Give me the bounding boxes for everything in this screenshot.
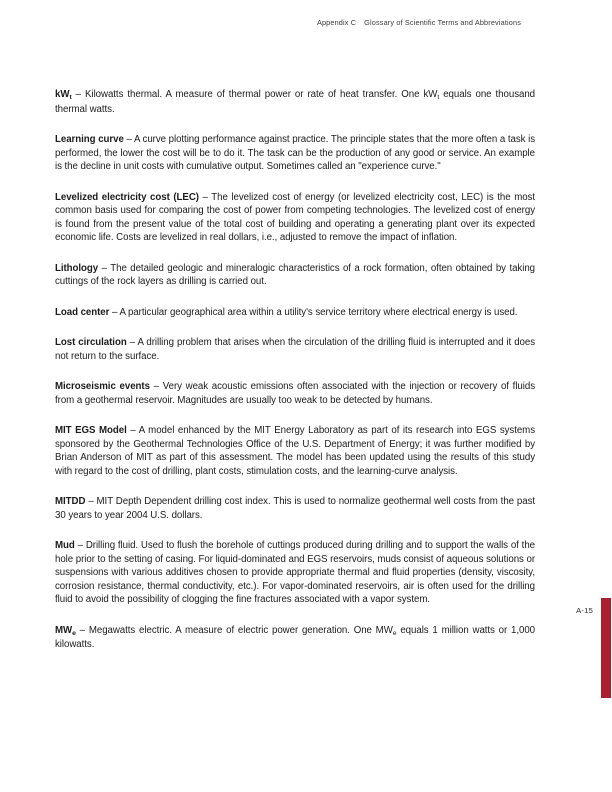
glossary-entry xyxy=(55,424,535,478)
entry-term: Learning curve xyxy=(55,134,124,145)
entry-term: MITDD xyxy=(55,496,86,507)
entry-text: – A model enhanced by the MIT Energy Laboratory as part of its research into EGS systems sponsored by the Geothermal Technologies Office of the U.S. Department of Energy; it was further modified by Brian Anderson of MIT as part of this assessment. The model has been updated using the results of this study with regard to the cost of drilling, plant costs, stimulation costs, and the learning-curve analysis. xyxy=(55,425,535,477)
page-header xyxy=(317,18,521,27)
entry-text: equals one thousand thermal watts. xyxy=(55,89,535,115)
entry-term: MW xyxy=(55,624,73,636)
glossary-entry xyxy=(55,88,535,116)
glossary-entry xyxy=(55,133,535,174)
header-title: Glossary of Scientific Terms and Abbreviations xyxy=(364,18,521,27)
entry-text: t xyxy=(437,94,440,101)
glossary-entry xyxy=(55,262,535,289)
entry-text: equals 1 million watts or 1,000 kilowatts. xyxy=(55,624,535,650)
entry-term: Lost circulation xyxy=(55,337,127,348)
entry-term: Load center xyxy=(55,306,110,318)
header-appendix-label: Appendix C xyxy=(316,18,357,27)
entry-term: MIT EGS Model xyxy=(55,425,127,436)
entry-text: – The detailed geologic and mineralogic characteristics of a rock formation, often obtained by taking cuttings of the rock layers as drilling is carried out. xyxy=(55,262,535,287)
glossary-entry xyxy=(55,495,535,522)
entry-text: – Drilling fluid. Used to flush the borehole of cuttings produced during drilling and to support the walls of the hole prior to the setting of casing. For liquid-dominated and EGS reservoirs, muds consist of aqueous solutions or suspensions with various additives chosen to provide appropriate thermal and fluid properties (density, viscosity, corrosion resistance, thermal conductivity, etc.). For vapor-dominated reservoirs, air is often used for the drilling fluid to avoid the possibility of clogging the fine fractures associated with a vapor system. xyxy=(55,540,536,605)
entry-term: Microseismic events xyxy=(55,381,150,392)
entry-term: e xyxy=(72,629,76,637)
glossary-entry xyxy=(55,380,535,407)
entry-text: – A drilling problem that arises when the circulation of the drilling fluid is interrupted and it does not return to the surface. xyxy=(55,337,536,362)
entry-text: – The levelized cost of energy (or levelized electricity cost, LEC) is the most common basis used for comparing the cost of power from competing technologies. The levelized cost of energy is found from the present value of the total cost of building and operating a generating plant over its expected economic life. Costs are levelized in real dollars, i.e., adjusted to remove the impact of inflation. xyxy=(55,191,535,243)
entry-text: – Kilowatts thermal. A measure of thermal power or rate of heat transfer. One kW xyxy=(71,89,438,100)
entry-text: e xyxy=(392,629,397,637)
glossary-entry xyxy=(55,336,535,363)
glossary-entry xyxy=(55,306,535,320)
entry-text: – MIT Depth Dependent drilling cost index. This is used to normalize geothermal well costs from the past 30 years to year 2004 U.S. dollars. xyxy=(55,496,535,521)
entry-term: kW xyxy=(55,89,70,100)
page-number-label: A-15 xyxy=(576,606,593,615)
entry-text: – Very weak acoustic emissions often associated with the injection or recovery of fluids from a geothermal reservoir. Magnitudes are usually too weak to be detected by humans. xyxy=(55,381,535,406)
glossary-content xyxy=(55,88,535,669)
glossary-entry xyxy=(55,191,535,245)
entry-text: – A curve plotting performance against practice. The principle states that the more often a task is performed, the lower the cost will be to do it. The task can be the production of any good or service. An example is the decline in unit costs with cumulative output. Sometimes called an "experience curve." xyxy=(55,134,536,172)
glossary-entry xyxy=(55,539,535,607)
section-tab-bar xyxy=(601,598,611,698)
entry-term: t xyxy=(69,94,72,101)
entry-text: – A particular geographical area within a utility's service territory where electrical energy is used. xyxy=(109,306,518,318)
entry-text: – Megawatts electric. A measure of electric power generation. One MW xyxy=(75,624,393,636)
entry-term: Levelized electricity cost (LEC) xyxy=(55,191,199,203)
entry-term: Mud xyxy=(55,540,75,551)
glossary-entry xyxy=(55,624,535,652)
entry-term: Lithology xyxy=(55,262,99,274)
